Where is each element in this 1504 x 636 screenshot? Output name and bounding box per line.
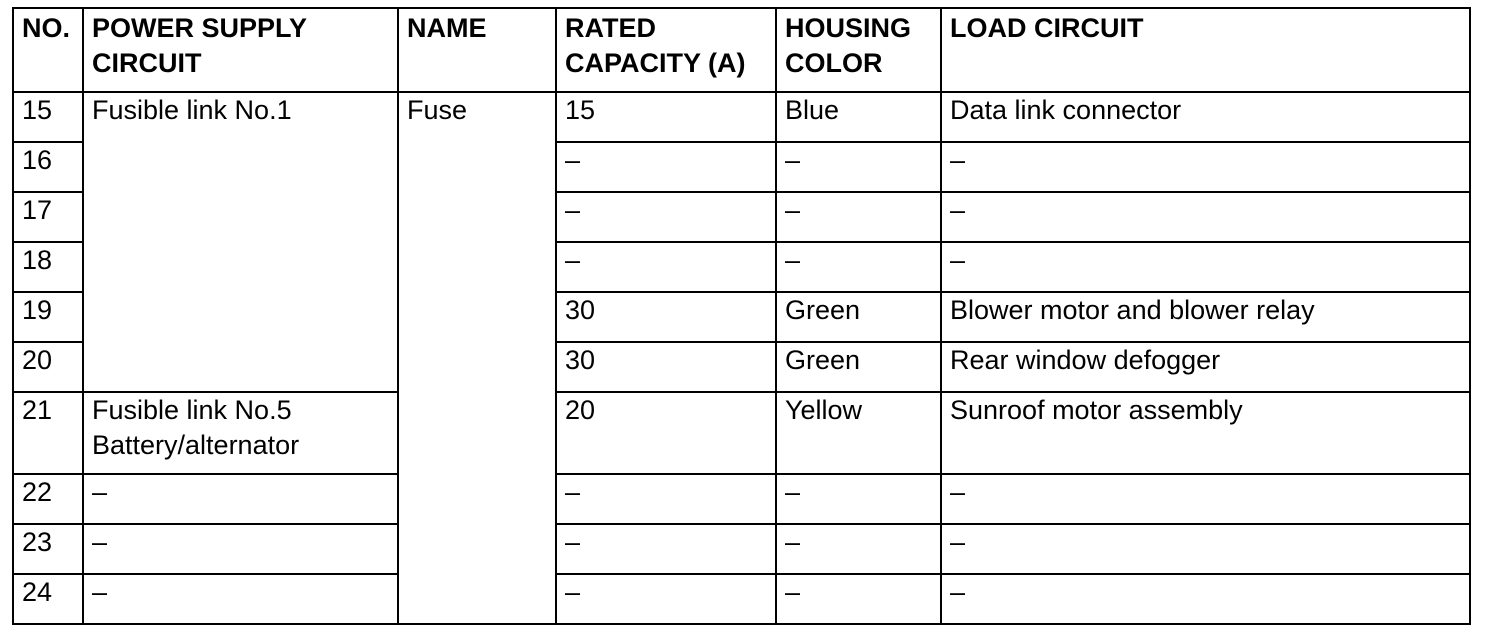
housing-color-cell: Yellow bbox=[776, 392, 941, 474]
housing-color-cell: – bbox=[776, 474, 941, 524]
header-name: NAME bbox=[398, 8, 556, 92]
power-supply-circuit-cell: Fusible link No.5 Battery/alternator bbox=[83, 392, 398, 474]
housing-color-cell: – bbox=[776, 192, 941, 242]
name-cell: Fuse bbox=[398, 92, 556, 624]
rated-capacity-cell: – bbox=[556, 142, 776, 192]
housing-color-cell: – bbox=[776, 574, 941, 624]
row-no: 15 bbox=[13, 92, 83, 142]
load-circuit-cell: Rear window defogger bbox=[941, 342, 1470, 392]
row-no: 23 bbox=[13, 524, 83, 574]
power-supply-circuit-cell: Fusible link No.1 bbox=[83, 92, 398, 392]
rated-capacity-cell: 20 bbox=[556, 392, 776, 474]
row-no: 19 bbox=[13, 292, 83, 342]
rated-capacity-cell: – bbox=[556, 524, 776, 574]
header-load-circuit: LOAD CIRCUIT bbox=[941, 8, 1470, 92]
load-circuit-cell: Data link connector bbox=[941, 92, 1470, 142]
row-no: 16 bbox=[13, 142, 83, 192]
power-supply-circuit-cell: – bbox=[83, 574, 398, 624]
load-circuit-cell: – bbox=[941, 142, 1470, 192]
housing-color-cell: – bbox=[776, 524, 941, 574]
rated-capacity-cell: 30 bbox=[556, 342, 776, 392]
header-rated-capacity: RATED CAPACITY (A) bbox=[556, 8, 776, 92]
housing-color-cell: Green bbox=[776, 342, 941, 392]
fuse-table bbox=[12, 7, 1471, 625]
header-housing-color: HOUSING COLOR bbox=[776, 8, 941, 92]
row-no: 22 bbox=[13, 474, 83, 524]
load-circuit-cell: – bbox=[941, 474, 1470, 524]
rated-capacity-cell: – bbox=[556, 574, 776, 624]
power-supply-circuit-cell: – bbox=[83, 524, 398, 574]
table-row bbox=[13, 392, 1470, 474]
rated-capacity-cell: – bbox=[556, 474, 776, 524]
row-no: 18 bbox=[13, 242, 83, 292]
row-no: 17 bbox=[13, 192, 83, 242]
rated-capacity-cell: – bbox=[556, 192, 776, 242]
housing-color-cell: – bbox=[776, 142, 941, 192]
load-circuit-cell: – bbox=[941, 574, 1470, 624]
header-no: NO. bbox=[13, 8, 83, 92]
housing-color-cell: Green bbox=[776, 292, 941, 342]
header-row bbox=[13, 8, 1470, 92]
rated-capacity-cell: – bbox=[556, 242, 776, 292]
housing-color-cell: – bbox=[776, 242, 941, 292]
row-no: 21 bbox=[13, 392, 83, 474]
table-row bbox=[13, 524, 1470, 574]
load-circuit-cell: Sunroof motor assembly bbox=[941, 392, 1470, 474]
load-circuit-cell: Blower motor and blower relay bbox=[941, 292, 1470, 342]
row-no: 20 bbox=[13, 342, 83, 392]
rated-capacity-cell: 15 bbox=[556, 92, 776, 142]
table-row bbox=[13, 574, 1470, 624]
load-circuit-cell: – bbox=[941, 192, 1470, 242]
load-circuit-cell: – bbox=[941, 524, 1470, 574]
header-power-supply-circuit: POWER SUPPLY CIRCUIT bbox=[83, 8, 398, 92]
power-supply-circuit-cell: – bbox=[83, 474, 398, 524]
housing-color-cell: Blue bbox=[776, 92, 941, 142]
load-circuit-cell: – bbox=[941, 242, 1470, 292]
rated-capacity-cell: 30 bbox=[556, 292, 776, 342]
table-row bbox=[13, 92, 1470, 142]
row-no: 24 bbox=[13, 574, 83, 624]
table-row bbox=[13, 474, 1470, 524]
